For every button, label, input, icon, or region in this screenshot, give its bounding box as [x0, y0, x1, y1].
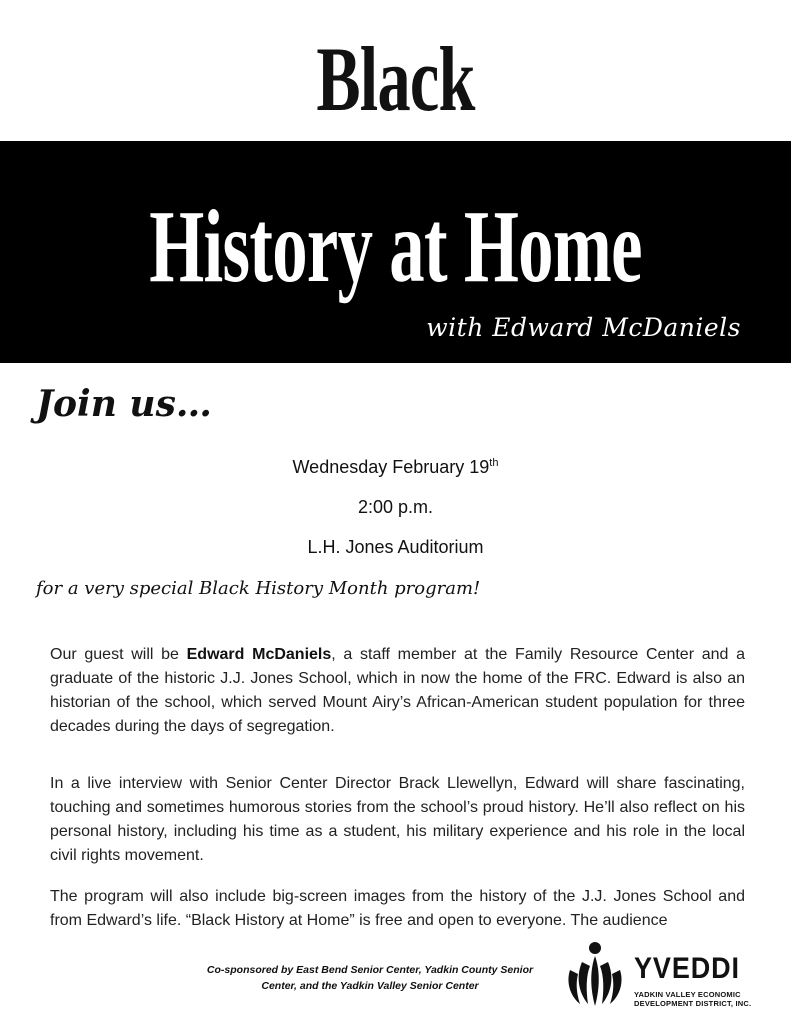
event-date-text: Wednesday February 19 — [292, 457, 490, 477]
event-date-suffix: th — [489, 457, 499, 469]
yveddi-wordmark: YVEDDI — [634, 952, 740, 985]
paragraph-program: The program will also include big-screen images from the history of the J.J. Jones School and from Edward’s life. “Black History at Home” is free and open to everyone. The audience — [50, 888, 745, 929]
title-black: Black — [316, 28, 475, 130]
yveddi-people-icon — [560, 940, 630, 1010]
paragraph-guest — [50, 643, 745, 739]
yveddi-logo — [560, 940, 760, 1010]
subtitle-speaker: with Edward McDaniels — [426, 313, 741, 342]
title-banner — [0, 141, 791, 363]
program-tagline: for a very special Black History Month program! — [36, 578, 481, 599]
event-location: L.H. Jones Auditorium — [307, 537, 484, 557]
guest-name: Edward McDaniels — [186, 646, 332, 663]
yveddi-line2: DEVELOPMENT DISTRICT, INC. — [634, 999, 752, 1008]
event-time: 2:00 p.m. — [357, 497, 434, 517]
join-us-heading: Join us… — [36, 383, 212, 425]
title-history-at-home: History at Home — [149, 189, 642, 304]
paragraph-guest-rest: , a staff member at the Family Resource Center and a graduate of the historic J.J. Jones School, which in now the home of the FRC. Edward is also an historian of the school, which served Mount Airy’s African-American student population for three decades during the days of segregation. — [50, 646, 746, 735]
paragraph-interview: In a live interview with Senior Center Director Brack Llewellyn, Edward will share fascinating, touching and sometimes humorous stories from the school’s proud history. He’ll also reflect on his personal history, including his time as a student, his military experience and his role in the local civil rights movement. — [50, 775, 745, 864]
paragraph-guest-lead: Our guest will be — [50, 646, 187, 663]
cosponsor-note: Co-sponsored by East Bend Senior Center, Yadkin County Senior Center, and the Yadkin Valley Senior Center — [206, 964, 534, 992]
event-date — [0, 457, 791, 478]
yveddi-line1: YADKIN VALLEY ECONOMIC — [634, 990, 741, 999]
